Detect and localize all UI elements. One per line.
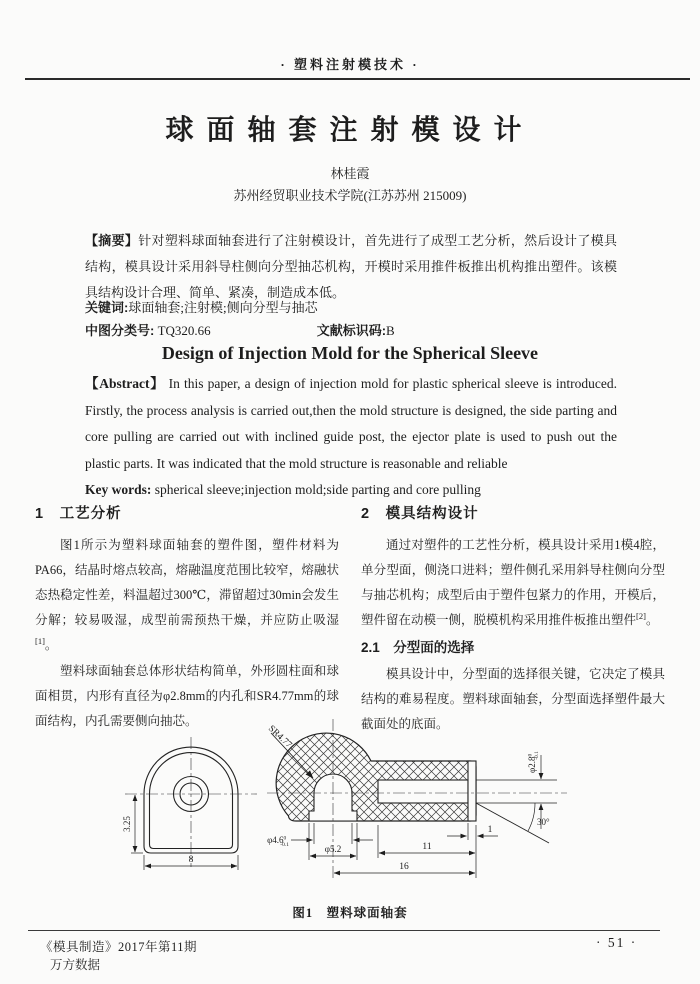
section-1-heading: 1 工艺分析 bbox=[35, 506, 122, 522]
keywords-en-label: Key words: bbox=[85, 482, 152, 497]
citation-1: [1] bbox=[35, 635, 45, 646]
affiliation: 苏州经贸职业技术学院(江苏苏州 215009) bbox=[233, 188, 467, 203]
page-number: · 51 · bbox=[596, 935, 638, 950]
section-2-1-paragraph: 模具设计中，分型面的选择很关键，它决定了模具结构的难易程度。塑料球面轴套，分型面选择塑件最大截面处的底面。 bbox=[361, 667, 665, 731]
paper-title-en: Design of Injection Mold for the Spherical Sleeve bbox=[161, 343, 539, 363]
dim-sr4-77: SR4.77 bbox=[265, 723, 294, 751]
section-2-heading: 2 模具结构设计 bbox=[361, 506, 479, 522]
body-columns bbox=[35, 500, 665, 738]
section-2-1-heading: 2.1 分型面的选择 bbox=[361, 640, 475, 655]
column-right bbox=[361, 500, 665, 738]
dim-16: 16 bbox=[399, 862, 409, 872]
section-body-hatched bbox=[276, 733, 476, 821]
dim-30deg: 30° bbox=[537, 817, 550, 827]
section-1-paragraph-2: 塑料球面轴套总体形状结构简单，外形圆柱面和球面相贯，内形有直径为φ2.8mm的内孔和SR4.77mm的球面结构，内孔需要侧向抽芯。 bbox=[35, 664, 339, 728]
abstract-cn-label: 【摘要】 bbox=[85, 233, 139, 248]
dim-11: 11 bbox=[422, 842, 432, 852]
figure-1-caption: 图1 塑料球面轴套 bbox=[292, 906, 408, 920]
column-left bbox=[35, 500, 339, 738]
keywords-cn-text: 球面轴套;注射模;侧向分型与抽芯 bbox=[128, 300, 318, 315]
dim-phi-4-6: $\varphi 4.6^0$ -0.1 bbox=[267, 835, 289, 848]
abstract-cn-text: 针对塑料球面轴套进行了注射模设计，首先进行了成型工艺分析，然后设计了模具结构，模具设计采用斜导柱侧向分型抽芯机构，开模时采用推件板推出机构推出塑件。该模具结构设计合理、简单、紧凑，制造成本低。 bbox=[85, 233, 617, 300]
dim-8: 8 bbox=[188, 855, 194, 865]
paper-title-cn: 球面轴套注射模设计 bbox=[165, 115, 535, 146]
abstract-en bbox=[85, 371, 617, 504]
keywords-cn-label: 关键词: bbox=[85, 300, 129, 315]
doc-code-value: B bbox=[386, 323, 395, 338]
section-1-paragraph-1: 图1所示为塑料球面轴套的塑件图，塑件材料为PA66，结晶时熔点较高，熔融温度范围比较窄，熔融状态热稳定性差，料温超过300℃，滞留超过30min会发生分解；较易吸湿，成型前需预热干燥，并应防止吸湿[1]。 bbox=[35, 538, 339, 652]
journal-issue: 《模具制造》2017年第11期 bbox=[40, 940, 198, 954]
wanfang-watermark: 万方数据 bbox=[50, 958, 101, 972]
section-2-paragraph-1: 通过对塑件的工艺性分析，模具设计采用1模4腔，单分型面，侧浇口进料；塑件侧孔采用斜导柱侧向分型与抽芯机构；成型后由于塑件包紧力的作用，开模后，塑件留在动模一侧，脱模机构采用推件板推出塑件[2]。 bbox=[361, 538, 665, 627]
footer-rule bbox=[28, 930, 660, 931]
abstract-en-label: 【Abstract】 bbox=[85, 376, 165, 391]
column-topic: · 塑料注射模技术 · bbox=[280, 57, 420, 72]
dim-phi-2-8: $\varphi 2.8^0-0.1$ bbox=[527, 751, 540, 773]
clc-gap bbox=[219, 320, 309, 339]
clc-value: TQ320.66 bbox=[157, 323, 211, 338]
clc-label: 中图分类号: bbox=[85, 323, 155, 338]
front-dimensions bbox=[131, 795, 238, 870]
citation-2: [2] bbox=[636, 610, 646, 621]
dim-1: 1 bbox=[487, 825, 493, 835]
section-end-rim bbox=[468, 761, 476, 821]
front-centerlines bbox=[125, 737, 257, 867]
keywords-cn bbox=[85, 295, 617, 321]
figure-1-technical-drawing bbox=[121, 712, 581, 904]
dim-phi-5-2: φ5.2 bbox=[324, 844, 342, 854]
author-name: 林桂霞 bbox=[330, 166, 370, 181]
doc-code-label: 文献标识码: bbox=[316, 323, 387, 338]
section-bore bbox=[378, 780, 468, 803]
keywords-en-text: spherical sleeve;injection mold;side parting and core pulling bbox=[151, 482, 481, 497]
abstract-en-text: In this paper, a design of injection mold for plastic spherical sleeve is introduced. Firstly, the process analysis is carried out,then the mold structure is designed, the side parting and core pulling are carried out with inclined guide post, the ejector plate is used to push out the plastic parts. It was indicated that the mold structure is reasonable and reliable bbox=[85, 376, 617, 471]
dim-3-25: 3.25 bbox=[122, 816, 132, 832]
classification-line bbox=[85, 320, 617, 339]
header-rule bbox=[25, 78, 690, 80]
